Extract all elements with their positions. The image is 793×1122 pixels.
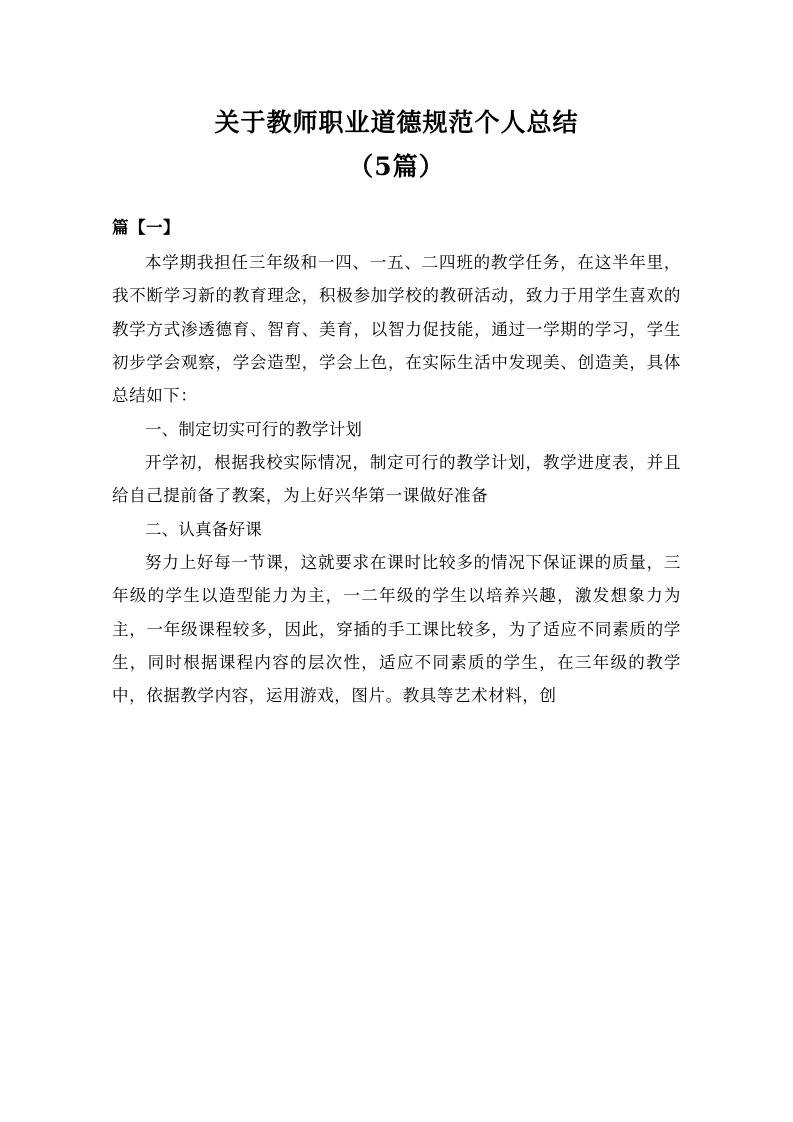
paragraph-4: 二、认真备好课: [145, 519, 262, 539]
paragraph-5: 努力上好每一节课，这就要求在课时比较多的情况下保证课的质量，三年级的学生以造型能力为主，一二年级的学生以培养兴趣，激发想象力为主，一年级课程较多，因此，穿插的手工课比较多，为了适应不同素质的学生，同时根据课程内容的层次性，适应不同素质的学生，在三年级的教学中，依据教学内容，运用游戏，图片。教具等艺术材料，创: [112, 552, 681, 706]
page-title: 关于教师职业道德规范个人总结: [214, 108, 579, 137]
paragraph-1: 本学期我担任三年级和一四、一五、二四班的教学任务，在这半年里，我不断学习新的教育理念，积极参加学校的教研活动，致力于用学生喜欢的教学方式渗透德育、智育、美育，以智力促技能，通过一学期的学习，学生初步学会观察，学会造型，学会上色，在实际生活中发现美、创造美，具体总结如下：: [112, 253, 681, 406]
paragraph-3: 开学初，根据我校实际情况，制定可行的教学计划，教学进度表，并且给自己提前备了教案，为上好兴华第一课做好准备: [112, 452, 681, 506]
paragraph-2: 一、制定切实可行的教学计划: [145, 419, 363, 439]
page-subtitle: （5篇）: [348, 151, 445, 181]
section-label: 篇【一】: [112, 218, 180, 237]
